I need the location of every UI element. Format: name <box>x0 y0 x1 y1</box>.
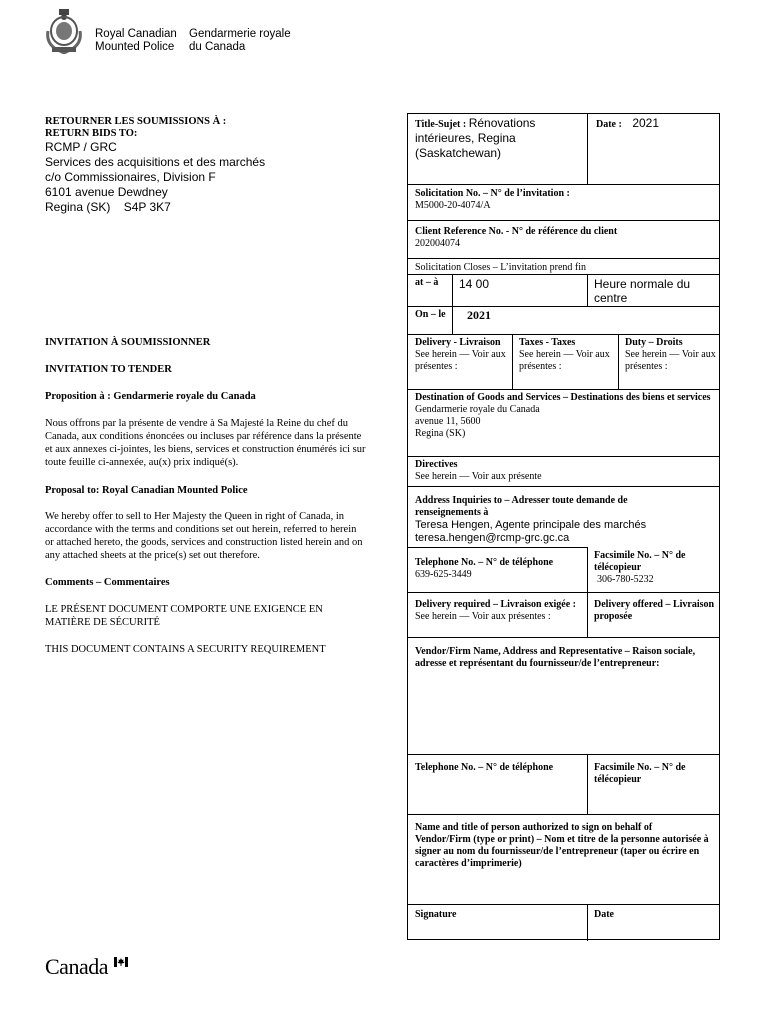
directives-value: See herein — Voir aux présente <box>415 471 542 482</box>
title-label: Title-Sujet : <box>415 119 467 130</box>
delivery-offered-label: Delivery offered – Livraison proposée <box>594 599 715 622</box>
on-label: On – le <box>415 309 446 320</box>
inquiries-email: teresa.hengen@rcmp-grc.gc.ca <box>415 532 570 544</box>
date-cell <box>587 114 721 184</box>
fax-cell <box>587 548 721 592</box>
time-zone-value: Heure normale du centre <box>594 277 691 305</box>
return-address-line: c/o Commissionaires, Division F <box>45 170 216 184</box>
delivery-cell <box>408 335 512 389</box>
signature-cell[interactable] <box>408 907 587 941</box>
fax-label: Facsimile No. – N° de télécopieur <box>594 550 686 573</box>
delivery-required-cell <box>408 597 587 637</box>
delivery-required-label: Delivery required – Livraison exigée : <box>415 599 576 610</box>
return-bids-label-en: RETURN BIDS TO: <box>45 128 138 139</box>
vendor-telephone-label: Telephone No. – N° de téléphone <box>415 762 554 773</box>
duty-label: Duty – Droits <box>625 337 683 348</box>
proposal-en-heading: Proposal to: Royal Canadian Mounted Police <box>45 485 248 496</box>
client-reference-value: 202004074 <box>415 238 460 249</box>
inquiries-cell <box>408 493 721 549</box>
duty-cell <box>618 335 721 389</box>
delivery-required-value: See herein — Voir aux présentes : <box>415 611 551 622</box>
solicitation-label: Solicitation No. – N° de l’invitation : <box>415 188 570 199</box>
authorized-person-cell[interactable] <box>408 820 721 904</box>
offer-en-paragraph: We hereby offer to sell to Her Majesty the Queen in right of Canada, in accordance with the terms and conditions set out herein, referred to herein or attached hereto, the goods, services and construction listed herein and on any attached sheets at the price(s) set out therefore. <box>45 511 363 561</box>
delivery-value: See herein — Voir aux présentes : <box>415 349 506 372</box>
fax-value: 306-780-5232 <box>597 574 654 585</box>
closing-time-value: 14 00 <box>459 277 490 291</box>
agency-name-en-line2: Mounted Police <box>95 41 175 53</box>
canada-flag-icon <box>114 957 128 967</box>
telephone-value: 639-625-3449 <box>415 569 472 580</box>
client-reference-cell <box>408 224 721 258</box>
date-value: 2021 <box>632 116 660 130</box>
agency-name-fr-line2: du Canada <box>189 41 246 53</box>
destination-label: Destination of Goods and Services – Destinations des biens et services <box>415 392 711 403</box>
taxes-value: See herein — Voir aux présentes : <box>519 349 610 372</box>
agency-name-fr-line1: Gendarmerie royale <box>189 28 291 40</box>
destination-line: Gendarmerie royale du Canada <box>415 404 540 415</box>
vendor-fax-label: Facsimile No. – N° de télécopieur <box>594 762 686 785</box>
delivery-label: Delivery - Livraison <box>415 337 501 348</box>
vendor-label: Vendor/Firm Name, Address and Representative – Raison sociale, adresse et représentant du fournisseur/de l’entrepreneur: <box>415 646 696 669</box>
solicitation-value: M5000-20-4074/A <box>415 200 491 211</box>
offer-fr-paragraph: Nous offrons par la présente de vendre à Sa Majesté la Reine du chef du Canada, aux conditions énoncées ou incluses par référence dans la présente et aux annexes ci-jointes, les biens, services et construction énumérés ici sur toute feuille ci-annexée, au(x) prix indiqué(s). <box>45 418 366 468</box>
directives-label: Directives <box>415 459 458 470</box>
invitation-en-heading: INVITATION TO TENDER <box>45 364 172 375</box>
agency-name <box>95 28 291 54</box>
vendor-cell[interactable] <box>408 644 721 754</box>
destination-line: Regina (SK) <box>415 428 466 439</box>
at-label: at – à <box>415 277 439 288</box>
taxes-label: Taxes - Taxes <box>519 337 576 348</box>
destination-cell <box>408 390 721 456</box>
authorized-person-label: Name and title of person authorized to sign on behalf of Vendor/Firm (type or print) – Nom et titre de la personne autorisée à signer au nom du fournisseur/de l’entrepreneur (taper ou écrire en caractères d’imprimerie) <box>415 822 709 869</box>
return-bids-block <box>45 116 375 215</box>
agency-name-en-line1: Royal Canadian <box>95 28 177 40</box>
directives-cell <box>408 457 721 486</box>
return-address-line: 6101 avenue Dewdney <box>45 185 168 199</box>
return-bids-label-fr: RETOURNER LES SOUMISSIONS À : <box>45 116 227 127</box>
return-address-line: Regina (SK) S4P 3K7 <box>45 200 171 214</box>
delivery-offered-cell <box>587 597 721 637</box>
solicitation-cell <box>408 186 721 220</box>
destination-line: avenue 11, 5600 <box>415 416 481 427</box>
vendor-fax-cell[interactable] <box>587 760 721 814</box>
duty-value: See herein — Voir aux présentes : <box>625 349 716 372</box>
rcmp-crest-icon <box>44 9 84 54</box>
taxes-cell <box>512 335 618 389</box>
security-notice-fr: LE PRÉSENT DOCUMENT COMPORTE UNE EXIGENCE EN MATIÈRE DE SÉCURITÉ <box>45 604 323 628</box>
proposition-fr-heading: Proposition à : Gendarmerie royale du Canada <box>45 391 256 402</box>
return-address-line: Services des acquisitions et des marchés <box>45 155 266 169</box>
invitation-fr-heading: INVITATION À SOUMISSIONNER <box>45 337 211 348</box>
closing-date-value: 2021 <box>467 308 491 322</box>
telephone-cell <box>408 555 587 592</box>
title-value: Rénovations intérieures, Regina (Saskatchewan) <box>415 116 536 160</box>
comments-heading: Comments – Commentaires <box>45 577 170 588</box>
vendor-telephone-cell[interactable] <box>408 760 587 814</box>
return-address-line: RCMP / GRC <box>45 140 117 154</box>
signature-label: Signature <box>415 909 457 920</box>
client-reference-label: Client Reference No. - N° de référence du client <box>415 226 618 237</box>
signature-date-label: Date <box>594 909 614 920</box>
inquiries-label: Address Inquiries to – Adresser toute demande de renseignements à <box>415 495 628 518</box>
telephone-label: Telephone No. – N° de téléphone <box>415 557 554 568</box>
title-cell <box>408 114 587 184</box>
tender-form-table <box>407 113 720 940</box>
security-notice-en: THIS DOCUMENT CONTAINS A SECURITY REQUIREMENT <box>45 644 326 655</box>
date-label: Date : <box>596 119 622 130</box>
inquiries-name: Teresa Hengen, Agente principale des marchés <box>415 519 647 531</box>
canada-wordmark: Canada <box>45 954 108 979</box>
signature-date-cell[interactable] <box>587 907 721 941</box>
solicitation-closes-label: Solicitation Closes – L’invitation prend fin <box>415 262 587 273</box>
